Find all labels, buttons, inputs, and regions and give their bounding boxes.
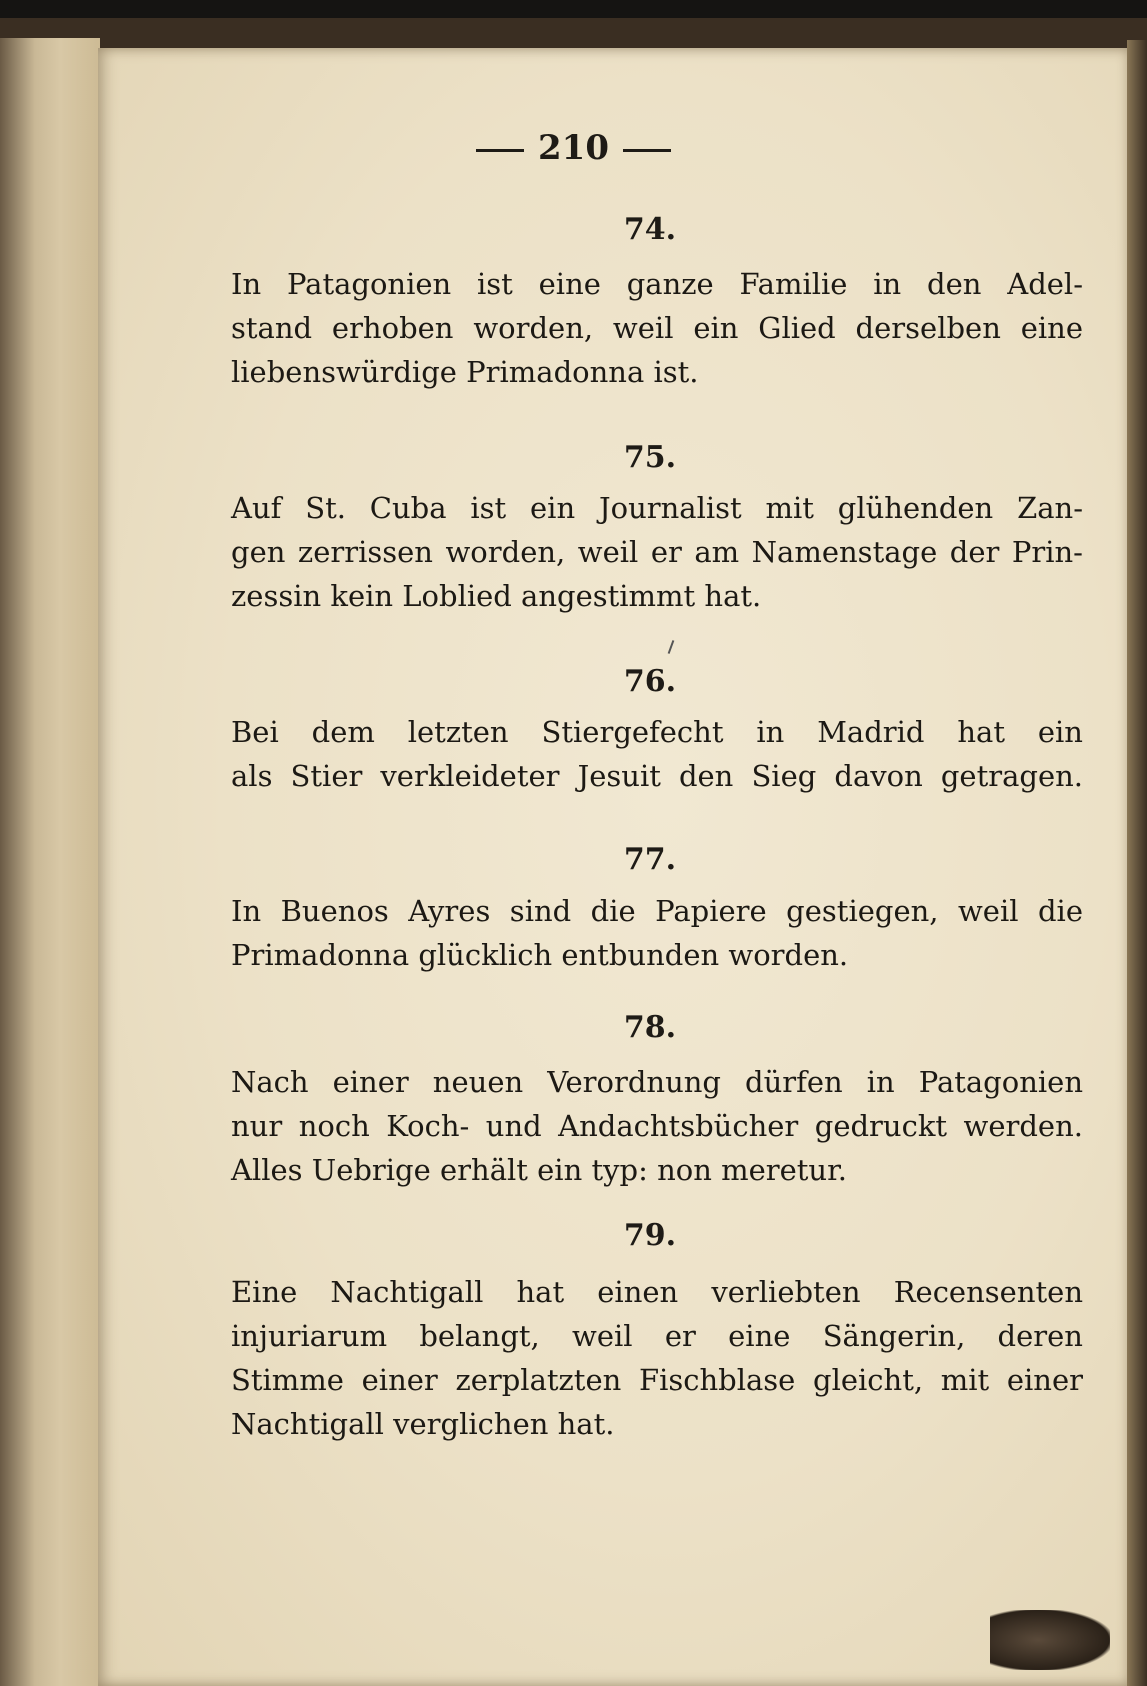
text-line: Auf St. Cuba ist ein Journalist mit glühenden Zan- — [231, 491, 1083, 525]
header-dash-right — [623, 149, 671, 152]
text-line: Stimme einer zerplatzten Fischblase gleicht, mit einer — [231, 1363, 1083, 1397]
section-number: 78. — [623, 1010, 677, 1045]
section-number: 79. — [623, 1218, 677, 1253]
section-text — [231, 262, 1083, 394]
text-line: Bei dem letzten Stiergefecht in Madrid hat ein — [231, 715, 1083, 749]
section-number: 77. — [623, 842, 677, 877]
text-line: Nach einer neuen Verordnung dürfen in Patagonien — [231, 1065, 1083, 1099]
section-number: 76. — [623, 664, 677, 699]
header-dash-left — [476, 149, 524, 152]
text-line: injuriarum belangt, weil er eine Sängerin, deren — [231, 1319, 1083, 1353]
section-text — [231, 486, 1083, 618]
bookmark-ribbon — [990, 1610, 1110, 1670]
section-text — [231, 889, 1083, 977]
text-line: stand erhoben worden, weil ein Glied derselben eine — [231, 311, 1083, 345]
section-text — [231, 1270, 1083, 1446]
text-line: gen zerrissen worden, weil er am Namenstage der Prin- — [231, 535, 1083, 569]
section-text — [231, 1060, 1083, 1192]
section-number: 74. — [623, 212, 677, 247]
text-line: Eine Nachtigall hat einen verliebten Recensenten — [231, 1275, 1083, 1309]
text-line: als Stier verkleideter Jesuit den Sieg davon getragen. — [231, 759, 1083, 793]
page-header — [0, 128, 1147, 168]
text-line: Alles Uebrige erhält ein typ: non meretur. — [231, 1153, 848, 1187]
text-line: zessin kein Loblied angestimmt hat. — [231, 579, 762, 613]
text-line: Primadonna glücklich entbunden worden. — [231, 938, 849, 972]
page-number: 210 — [538, 128, 609, 168]
text-line: Nachtigall verglichen hat. — [231, 1407, 615, 1441]
text-line: In Patagonien ist eine ganze Familie in den Adel- — [231, 267, 1083, 301]
section-text — [231, 710, 1083, 798]
text-line: liebenswürdige Primadonna ist. — [231, 355, 699, 389]
text-line: nur noch Koch- und Andachtsbücher gedruckt werden. — [231, 1109, 1083, 1143]
text-line: In Buenos Ayres sind die Papiere gestiegen, weil die — [231, 894, 1083, 928]
section-number: 75. — [623, 440, 677, 475]
